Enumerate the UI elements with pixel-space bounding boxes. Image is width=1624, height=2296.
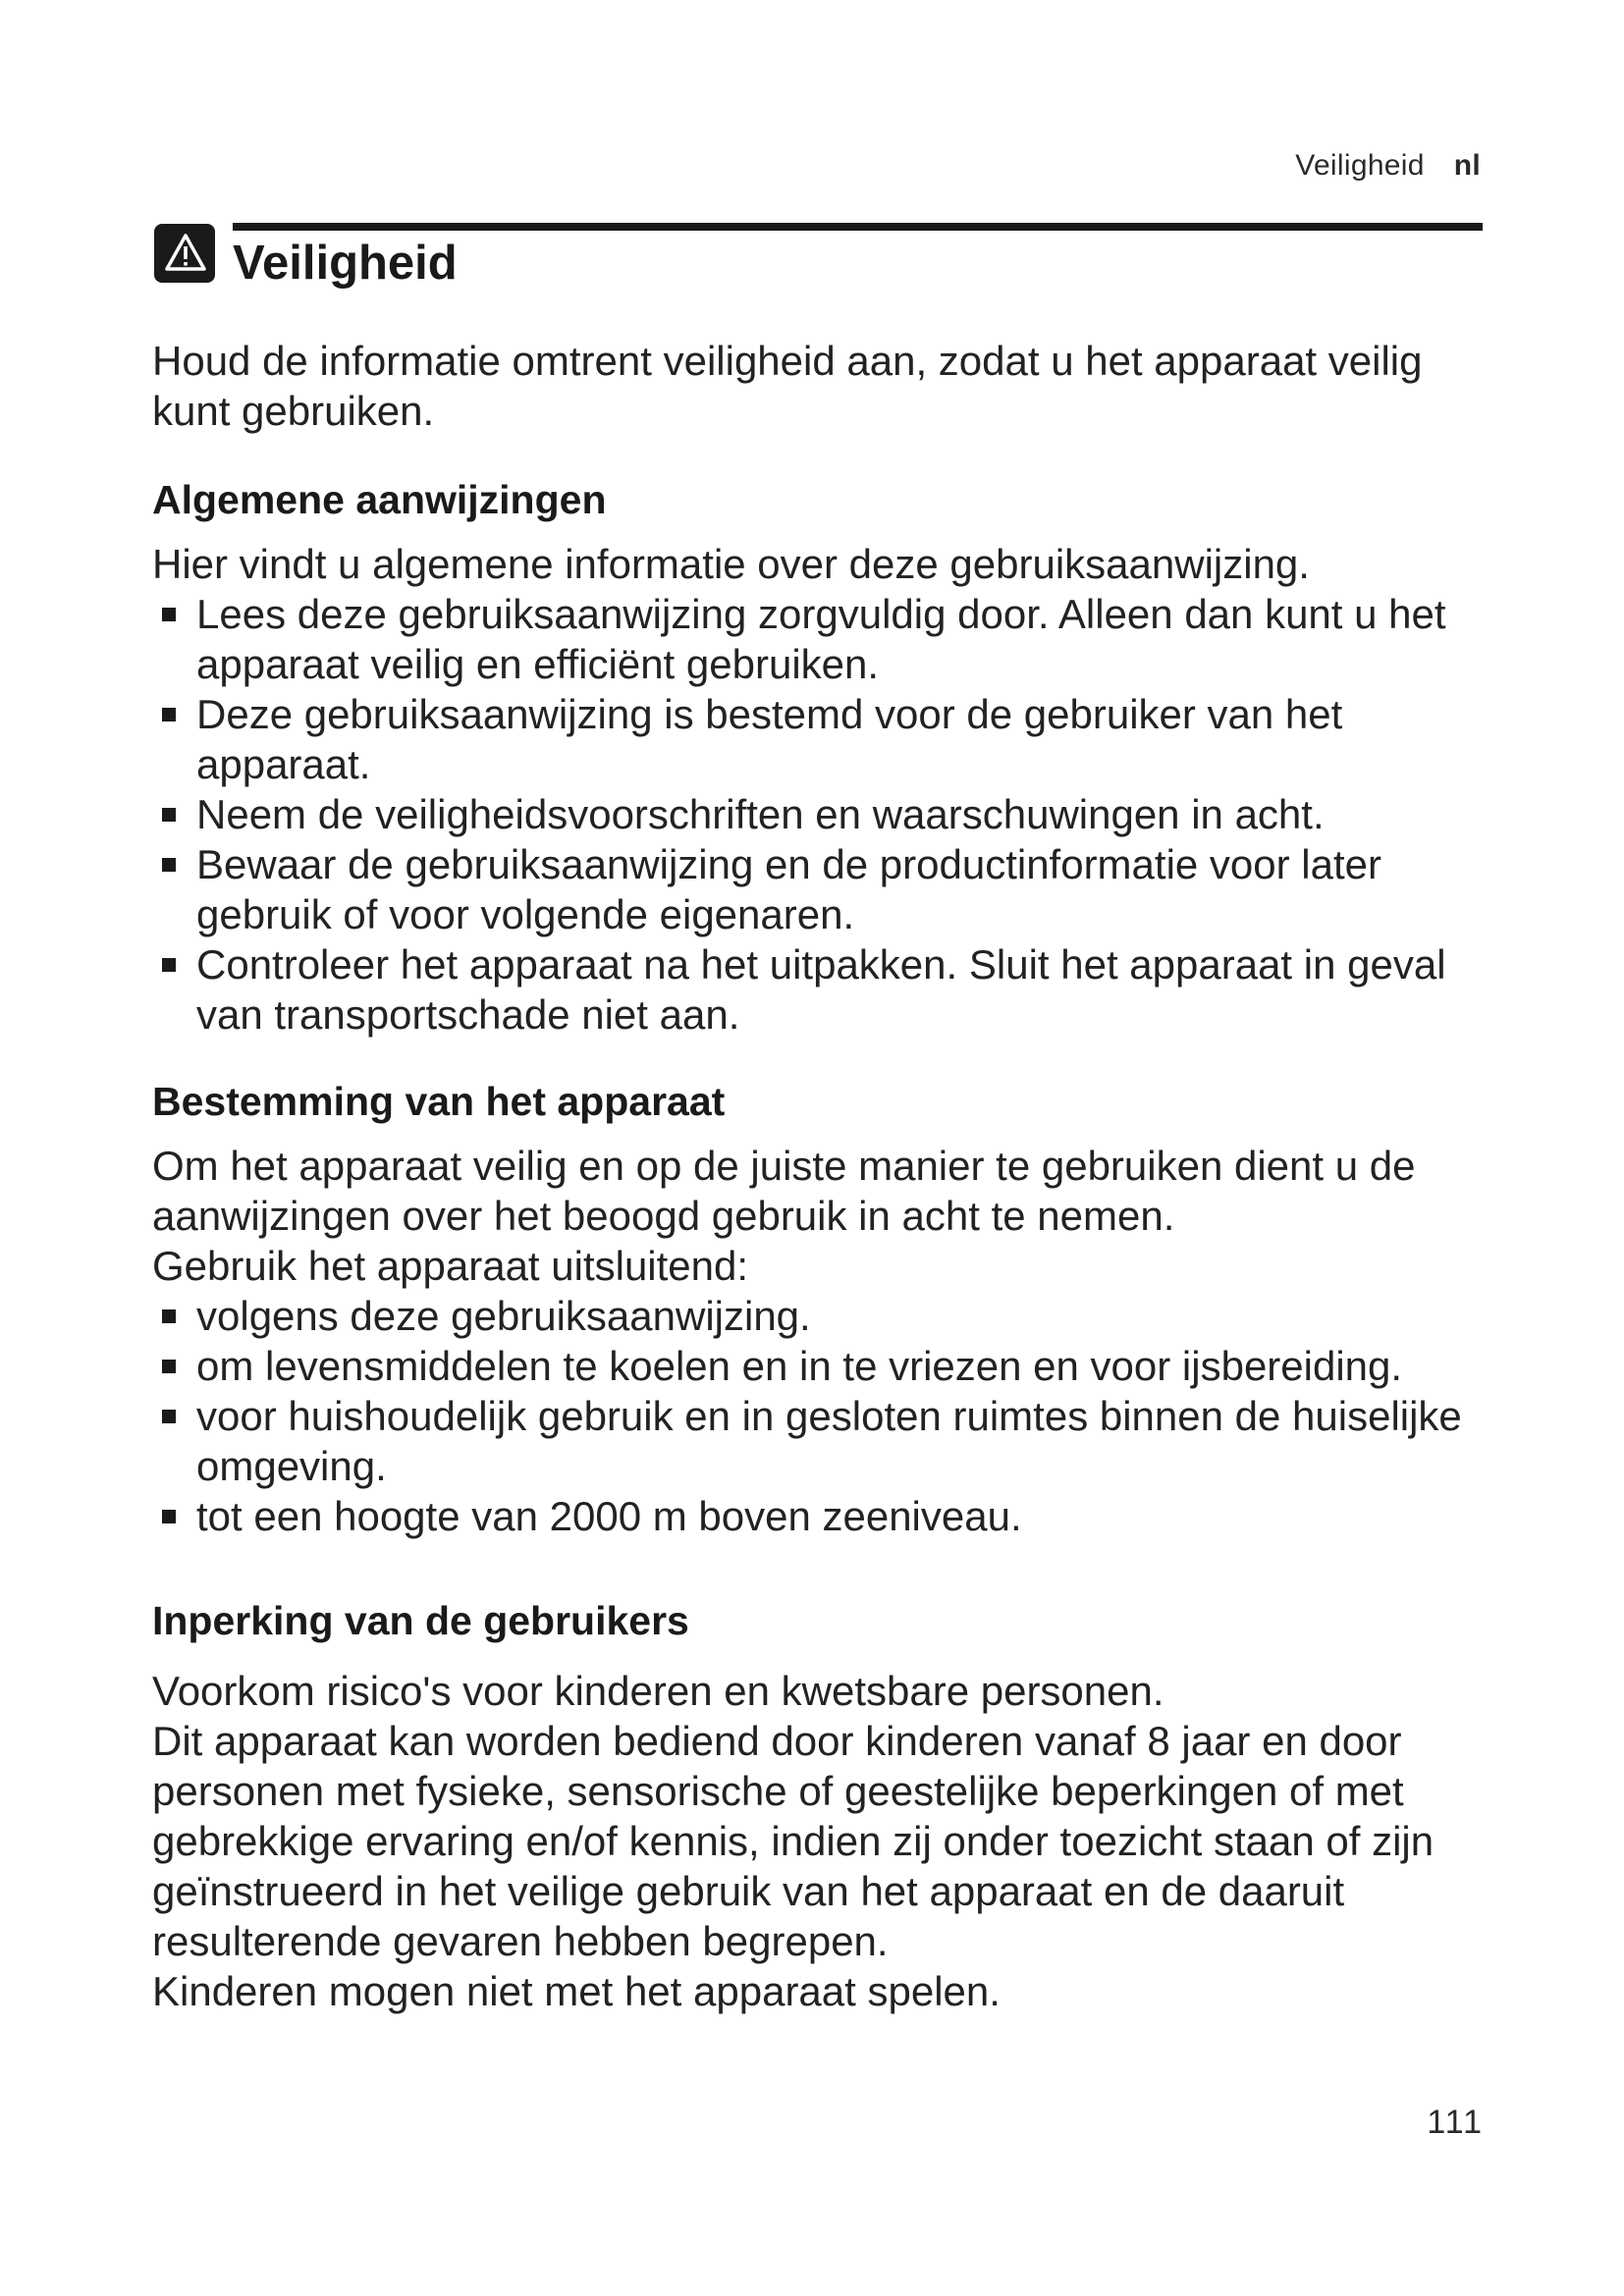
running-header	[1295, 149, 1481, 183]
list-item-text: Bewaar de gebruiksaanwijzing en de productinformatie voor later gebruik of voor volgende eigenaren.	[196, 841, 1382, 937]
bullet-marker	[162, 1410, 176, 1423]
list-item	[152, 689, 1507, 789]
section-lead: Kinderen mogen niet met het apparaat spelen.	[152, 1968, 1001, 2014]
bullet-list	[152, 589, 1507, 1040]
section-heading: Algemene aanwijzingen	[152, 477, 607, 522]
bullet-marker	[162, 858, 176, 872]
list-item	[152, 1341, 1507, 1391]
section-lead: Gebruik het apparaat uitsluitend:	[152, 1243, 749, 1289]
section-general-instructions	[152, 475, 1507, 1040]
list-item	[152, 839, 1507, 939]
list-item-text: tot een hoogte van 2000 m boven zeeniveau.	[196, 1493, 1022, 1539]
list-item	[152, 1491, 1507, 1541]
list-item-text: Controleer het apparaat na het uitpakken. Sluit het apparaat in geval van transportschade niet aan.	[196, 941, 1446, 1038]
page-body	[152, 336, 1507, 2016]
bullet-marker	[162, 1360, 176, 1373]
list-item-text: volgens deze gebruiksaanwijzing.	[196, 1293, 811, 1339]
list-item	[152, 939, 1507, 1040]
chapter-intro: Houd de informatie omtrent veiligheid aan, zodat u het apparaat veilig kunt gebruiken.	[152, 338, 1423, 434]
bullet-marker	[162, 958, 176, 972]
list-item	[152, 789, 1507, 839]
list-item	[152, 1291, 1507, 1341]
section-lead: Om het apparaat veilig en op de juiste manier te gebruiken dient u de aanwijzingen over het beoogd gebruik in acht te nemen.	[152, 1143, 1416, 1239]
list-item-text: Neem de veiligheidsvoorschriften en waarschuwingen in acht.	[196, 791, 1325, 837]
list-item	[152, 1391, 1507, 1491]
section-lead: Dit apparaat kan worden bediend door kinderen vanaf 8 jaar en door personen met fysieke, sensorische of geestelijke beperkingen of met gebrekkige ervaring en/of kennis, indien zij onder toezicht staan of zijn geïnstrueerd in het veilige gebruik van het apparaat en de daaruit resulterende gevaren hebben begrepen.	[152, 1718, 1435, 1964]
section-heading: Inperking van de gebruikers	[152, 1598, 689, 1643]
bullet-marker	[162, 1510, 176, 1523]
running-header-section: Veiligheid	[1295, 149, 1425, 182]
bullet-marker	[162, 808, 176, 822]
bullet-list	[152, 1291, 1507, 1541]
list-item-text: Deze gebruiksaanwijzing is bestemd voor de gebruiker van het apparaat.	[196, 691, 1343, 787]
bullet-marker	[162, 708, 176, 721]
page-number: 111	[1427, 2104, 1484, 2141]
section-lead: Hier vindt u algemene informatie over deze gebruiksaanwijzing.	[152, 541, 1310, 587]
list-item-text: Lees deze gebruiksaanwijzing zorgvuldig door. Alleen dan kunt u het apparaat veilig en efficiënt gebruiken.	[196, 591, 1446, 687]
running-header-language: nl	[1453, 149, 1481, 182]
section-lead: Voorkom risico's voor kinderen en kwetsbare personen.	[152, 1668, 1164, 1714]
section-heading: Bestemming van het apparaat	[152, 1079, 726, 1124]
bullet-marker	[162, 1309, 176, 1323]
section-user-restrictions	[152, 1596, 1507, 2016]
chapter-rule	[233, 223, 1483, 231]
list-item-text: voor huishoudelijk gebruik en in gesloten ruimtes binnen de huiselijke omgeving.	[196, 1393, 1462, 1489]
bullet-marker	[162, 608, 176, 621]
section-intended-use	[152, 1077, 1507, 1541]
list-item-text: om levensmiddelen te koelen en in te vriezen en voor ijsbereiding.	[196, 1343, 1403, 1389]
chapter-title: Veiligheid	[233, 237, 458, 290]
warning-triangle-icon	[154, 224, 215, 283]
list-item	[152, 589, 1507, 689]
